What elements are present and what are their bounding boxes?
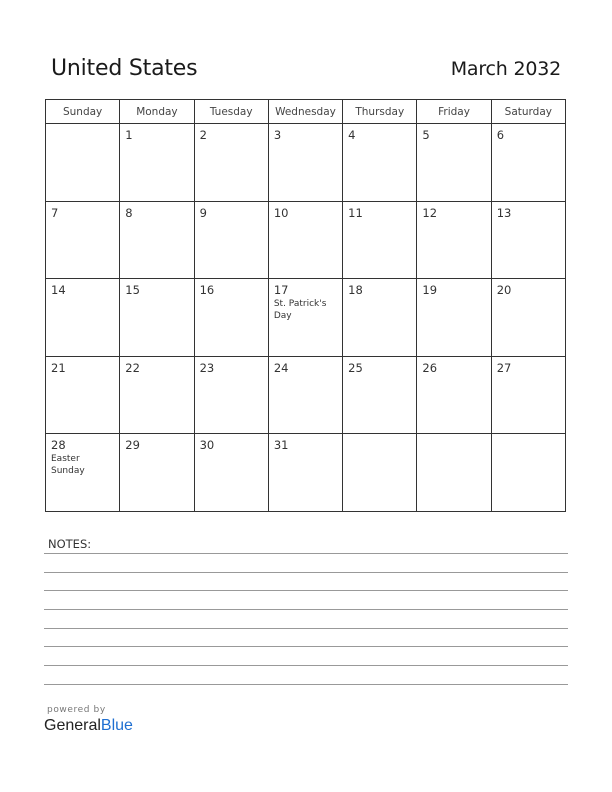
- day-cell: [120, 434, 194, 512]
- day-cell: [120, 356, 194, 434]
- brand-logo: [44, 717, 133, 735]
- weekday-header: Tuesday: [194, 100, 268, 124]
- day-number: 16: [199, 283, 215, 298]
- day-number: 28: [51, 438, 66, 453]
- weekday-header: Sunday: [46, 100, 120, 124]
- notes-line: [44, 609, 568, 610]
- day-number: 24: [273, 360, 289, 375]
- day-cell: [343, 124, 417, 202]
- holiday-label: St. Patrick's Day: [273, 299, 327, 322]
- day-number: 25: [348, 360, 363, 375]
- day-number: 1: [125, 128, 133, 142]
- day-cell: [417, 279, 491, 357]
- day-cell: [343, 201, 417, 279]
- day-number: 31: [273, 438, 289, 453]
- day-number: 13: [496, 205, 512, 220]
- week-row: [46, 279, 566, 357]
- weekday-header: Friday: [417, 100, 491, 124]
- day-number: 3: [273, 128, 282, 142]
- day-cell: [268, 124, 342, 202]
- day-cell: [46, 434, 120, 512]
- day-cell: [268, 201, 342, 279]
- notes-line: [44, 590, 568, 591]
- day-number: 15: [125, 283, 140, 298]
- day-number: 7: [51, 205, 59, 220]
- day-number: 21: [51, 360, 66, 375]
- week-row: [46, 201, 566, 279]
- weekday-header: Saturday: [491, 100, 565, 124]
- day-number: 22: [125, 360, 140, 375]
- day-number: 20: [496, 283, 512, 298]
- week-row: [46, 124, 566, 202]
- day-number: 23: [199, 360, 215, 375]
- day-number: 26: [422, 360, 438, 375]
- notes-line: [44, 646, 568, 647]
- notes-line: [44, 572, 568, 573]
- day-cell: [268, 356, 342, 434]
- day-number: 17: [273, 283, 289, 298]
- day-cell: [120, 124, 194, 202]
- day-number: 14: [51, 283, 66, 298]
- day-number: 5: [422, 128, 430, 142]
- day-cell: [120, 201, 194, 279]
- notes-line: [44, 628, 568, 629]
- holiday-label: Easter Sunday: [51, 454, 85, 477]
- day-cell: [46, 124, 120, 202]
- day-cell: [46, 356, 120, 434]
- day-cell: [417, 201, 491, 279]
- day-cell: [491, 279, 565, 357]
- weekday-header: Thursday: [343, 100, 417, 124]
- day-cell: [343, 434, 417, 512]
- day-cell: [46, 201, 120, 279]
- day-number: 6: [496, 128, 505, 142]
- day-cell: [491, 124, 565, 202]
- day-cell: [194, 279, 268, 357]
- day-cell: [268, 434, 342, 512]
- day-cell: [120, 279, 194, 357]
- day-number: 8: [125, 205, 133, 220]
- day-number: 27: [496, 360, 512, 375]
- week-row: [46, 434, 566, 512]
- day-cell: [194, 434, 268, 512]
- day-number: 9: [199, 205, 207, 220]
- day-cell: [417, 434, 491, 512]
- day-cell: [491, 201, 565, 279]
- day-cell: [46, 279, 120, 357]
- notes-line: [44, 553, 568, 554]
- day-number: 29: [125, 438, 140, 453]
- day-cell: [417, 356, 491, 434]
- weekday-header-row: [46, 100, 566, 124]
- day-number: 18: [348, 283, 363, 298]
- country-title: United States: [51, 56, 198, 81]
- day-number: 4: [348, 128, 356, 142]
- day-number: 11: [348, 205, 363, 220]
- notes-line: [44, 665, 568, 666]
- notes-line: [44, 684, 568, 685]
- day-cell: [491, 434, 565, 512]
- day-number: 12: [422, 205, 438, 220]
- brand-name-part1: General: [44, 717, 101, 734]
- day-cell: [194, 356, 268, 434]
- day-cell: [194, 201, 268, 279]
- powered-by-text: powered by: [47, 705, 106, 715]
- day-cell: [268, 279, 342, 357]
- day-number: 19: [422, 283, 438, 298]
- day-cell: [194, 124, 268, 202]
- week-row: [46, 356, 566, 434]
- calendar-grid: [45, 99, 566, 512]
- day-number: 2: [199, 128, 207, 142]
- brand-name-part2: Blue: [100, 717, 133, 734]
- day-number: 30: [199, 438, 215, 453]
- day-cell: [343, 279, 417, 357]
- day-cell: [417, 124, 491, 202]
- day-cell: [491, 356, 565, 434]
- month-title: March 2032: [450, 58, 561, 80]
- weekday-header: Wednesday: [268, 100, 342, 124]
- day-cell: [343, 356, 417, 434]
- weekday-header: Monday: [120, 100, 194, 124]
- notes-label: NOTES:: [48, 537, 92, 551]
- day-number: 10: [273, 205, 289, 220]
